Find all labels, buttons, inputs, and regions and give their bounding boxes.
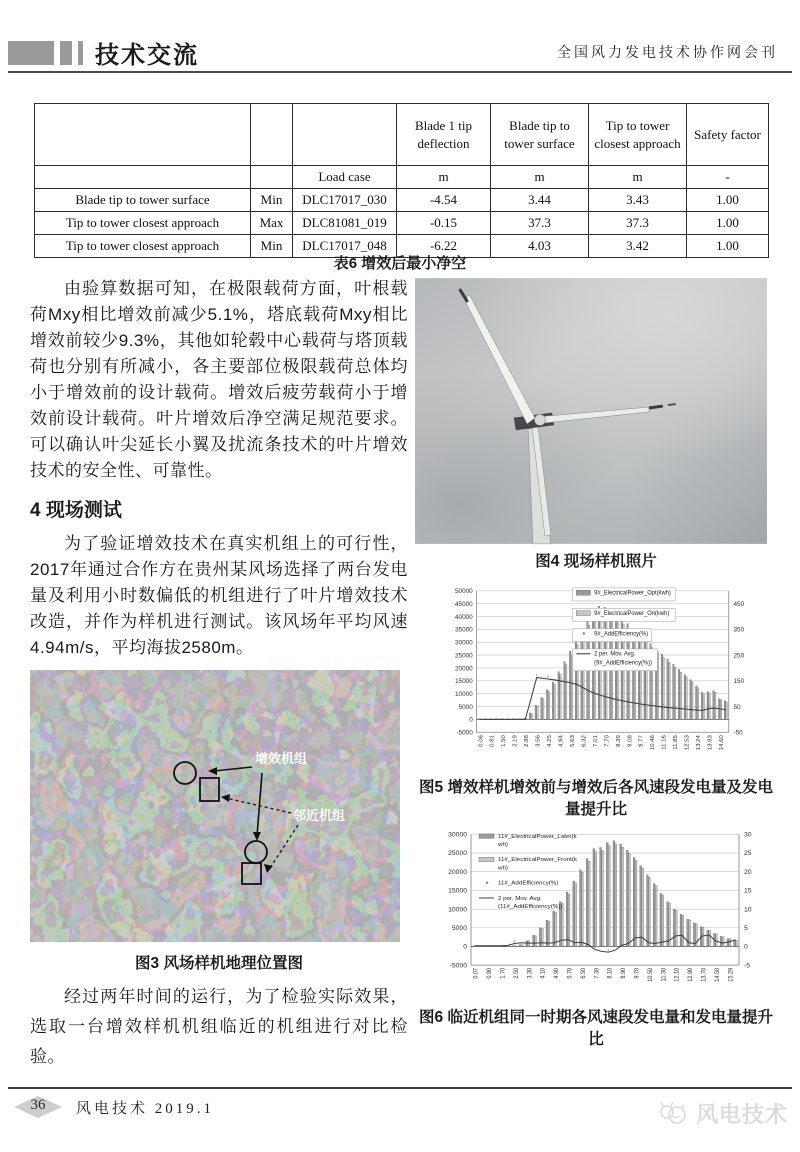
svg-text:9.08: 9.08 [627,735,634,747]
journal-name: 全国风力发电技术协作网会刊 [557,46,778,61]
svg-text:30: 30 [744,831,752,839]
svg-text:2.88: 2.88 [524,735,531,747]
svg-text:9.77: 9.77 [638,735,645,747]
svg-text:15000: 15000 [454,678,473,686]
table-cell [35,166,251,189]
svg-text:-5000: -5000 [449,962,467,970]
svg-text:13.93: 13.93 [707,735,714,751]
table-cell: 37.3 [491,212,589,235]
table6 [34,103,769,258]
watermark [657,1098,788,1129]
svg-text:12.53: 12.53 [684,735,691,751]
sky-shadow [415,278,767,544]
right-column [415,277,777,1051]
svg-text:5: 5 [744,925,748,932]
svg-text:15.29: 15.29 [728,967,735,982]
svg-text:1.70: 1.70 [500,967,507,979]
svg-text:11#_AddEfficiency(%): 11#_AddEfficiency(%) [498,880,559,887]
svg-text:8.10: 8.10 [607,967,614,979]
table-cell: Blade tip to tower surface [35,189,251,212]
svg-text:3.30: 3.30 [527,967,534,979]
map-terrain-texture [30,670,400,942]
fig5-caption: 图5 增效样机增效前与增效后各风速段发电量及发电量提升比 [419,779,773,818]
svg-text:(11#_AddEfficiency(%)): (11#_AddEfficiency(%)) [498,904,563,910]
svg-text:50: 50 [733,703,741,711]
svg-text:0: 0 [744,943,748,951]
table-cell [293,104,397,166]
table-cell: 1.00 [687,189,769,212]
svg-text:7.30: 7.30 [594,967,601,979]
fig4-photo [415,277,767,545]
table-header-row [35,104,769,166]
table-cell: 1.00 [687,212,769,235]
svg-text:35000: 35000 [454,626,473,634]
svg-text:8.39: 8.39 [615,735,622,747]
table-cell: m [589,166,687,189]
svg-text:8.90: 8.90 [620,967,628,979]
svg-text:0.06: 0.06 [478,735,485,747]
svg-text:40000: 40000 [454,613,473,621]
svg-text:12.90: 12.90 [687,967,695,982]
svg-text:(9#_AddEfficiency(%)): (9#_AddEfficiency(%)) [594,660,652,667]
fig4-caption: 图4 现场样机照片 [535,553,657,570]
svg-text:10000: 10000 [454,690,473,699]
table-unit-row [35,166,769,189]
paragraph: 经过两年时间的运行，为了检验实际效果，选取一台增效样机机组临近的机组进行对比检验。 [30,987,408,1066]
table-cell: -4.54 [397,189,491,212]
svg-text:4.10: 4.10 [540,967,547,979]
svg-text:0.81: 0.81 [489,735,496,747]
table-cell: 3.42 [589,235,687,258]
watermark-text: 风电技术 [695,1102,788,1127]
map-label-adjacent-unit: 邻近机组 [293,808,346,823]
svg-text:5000: 5000 [458,703,473,711]
fig3-caption: 图3 风场样机地理位置图 [135,955,303,972]
svg-text:2 per. Mov. Avg.: 2 per. Mov. Avg. [498,895,542,902]
turbine-hub [534,414,545,425]
svg-text:11.30: 11.30 [661,967,668,982]
page-header [8,33,792,69]
svg-text:25000: 25000 [454,652,473,660]
table-cell: Min [251,235,293,258]
svg-text:10.50: 10.50 [647,967,655,982]
section-label: 技术交流 [95,42,199,69]
svg-text:3.56: 3.56 [535,735,542,747]
svg-text:11#_ElectricalPower_Later(k: 11#_ElectricalPower_Later(k [498,834,577,840]
svg-text:0: 0 [463,943,467,951]
header-block-icon [78,41,83,65]
svg-text:9#_AddEfficiency(%): 9#_AddEfficiency(%) [594,631,649,638]
svg-text:4.90: 4.90 [553,967,561,979]
page-footer [14,1096,214,1118]
svg-text:5000: 5000 [451,925,467,932]
table-cell: - [687,166,769,189]
table-cell: Tip to tower closest approach [35,235,251,258]
svg-text:9#_ElectricalPower_Opt(kwh): 9#_ElectricalPower_Opt(kwh) [594,590,671,597]
table-cell: Blade tip to tower surface [491,104,589,166]
svg-text:0: 0 [469,716,473,724]
page-number: 36 [30,1097,46,1113]
svg-text:30000: 30000 [448,831,467,839]
svg-text:30000: 30000 [454,639,473,647]
header-block-icon [60,41,72,65]
paragraph: 为了验证增效技术在真实机组上的可行性，2017年通过合作方在贵州某风场选择了两台发电量及利用小时数偏低的机组进行了叶片增效技术改造，并作为样机进行测试。该风场年平均风速4.94m/s，平均海拔2580m。 [30,534,408,657]
table-cell: DLC81081_019 [293,212,397,235]
svg-text:10.46: 10.46 [650,735,657,751]
svg-text:2.19: 2.19 [512,735,519,747]
table-row [35,189,769,212]
paragraph: 由验算数据可知，在极限载荷方面，叶根载荷Mxy相比增效前减少5.1%，塔底载荷Mxy相比增效前较少9.3%，其他如轮毂中心载荷与塔顶载荷也分别有所减小，各主要部位极限载荷总体均小于增效前的设计载荷。增效后疲劳载荷小于增效前设计载荷。叶片增效后净空满足规范要求。可以确认叶尖延长小翼及扰流条技术的叶片增效技术的安全性、可靠性。 [30,279,408,480]
table-cell: 1.00 [687,235,769,258]
blade-tip-mark [668,404,676,405]
page-number-badge [14,1096,62,1118]
svg-text:150: 150 [733,678,745,686]
svg-text:9.70: 9.70 [634,967,641,979]
svg-text:20000: 20000 [454,665,473,673]
fig6-chart [429,829,769,1001]
table-cell [251,166,293,189]
blade-tip-mark [649,406,663,408]
svg-text:7.70: 7.70 [604,735,611,747]
table-cell: 3.43 [589,189,687,212]
footer-journal: 风电技术 2019.1 [76,1100,215,1117]
svg-text:13.24: 13.24 [696,735,703,751]
svg-text:45000: 45000 [454,600,473,609]
svg-text:7.01: 7.01 [592,735,599,747]
svg-text:-5: -5 [744,962,751,970]
svg-text:wh): wh) [498,842,508,848]
svg-text:250: 250 [733,652,745,660]
svg-text:2.50: 2.50 [513,967,521,979]
table-cell: Tip to tower closest approach [35,212,251,235]
table-cell: DLC17017_048 [293,235,397,258]
table-cell: m [397,166,491,189]
table-cell: Safety factor [687,104,769,166]
svg-text:1.50: 1.50 [501,735,508,747]
svg-text:6.50: 6.50 [580,967,588,979]
table-cell: -0.15 [397,212,491,235]
svg-text:4.94: 4.94 [558,735,565,747]
svg-text:12.10: 12.10 [674,967,681,982]
svg-text:-5000: -5000 [456,729,473,737]
svg-text:25: 25 [744,850,752,858]
map-label-enhanced-unit: 增效机组 [255,751,308,766]
svg-text:4.25: 4.25 [547,735,554,747]
header-rule [8,71,792,73]
table-cell [251,104,293,166]
svg-text:2 per. Mov. Avg.: 2 per. Mov. Avg. [594,651,636,658]
svg-text:15000: 15000 [448,887,467,895]
header-left [8,35,199,70]
table-cell: m [491,166,589,189]
svg-text:20000: 20000 [448,869,467,876]
svg-text:10000: 10000 [448,906,467,914]
left-column [30,276,408,1072]
svg-text:-50: -50 [733,729,743,737]
svg-text:9#_ElectricalPower_Ori(kwh): 9#_ElectricalPower_Ori(kwh) [594,610,670,618]
table-cell: Blade 1 tip deflection [397,104,491,166]
footer-rule [8,1087,792,1089]
section-heading: 4 现场测试 [30,500,122,521]
svg-text:5.70: 5.70 [567,967,574,979]
svg-text:6.32: 6.32 [581,735,588,747]
wechat-logo-icon [657,1099,691,1129]
svg-text:14.60: 14.60 [719,735,725,751]
svg-text:20: 20 [744,869,752,876]
table-cell: 4.03 [491,235,589,258]
svg-text:10: 10 [744,906,752,914]
svg-text:13.70: 13.70 [701,967,708,982]
fig5-chart [437,585,757,771]
svg-text:11.16: 11.16 [661,735,668,750]
svg-text:450: 450 [733,600,745,609]
svg-text:14.50: 14.50 [714,967,722,982]
fig6-caption: 图6 临近机组同一时期各风速段发电量和发电量提升比 [419,1009,773,1048]
table6-caption: 表6 增效后最小净空 [333,255,467,272]
table-cell: 3.44 [491,189,589,212]
table-cell: Min [251,189,293,212]
svg-text:5.63: 5.63 [569,735,576,747]
svg-text:11.85: 11.85 [673,735,680,750]
svg-text:11#_ElectricalPower_Front(k: 11#_ElectricalPower_Front(k [498,857,578,864]
svg-text:0.90: 0.90 [486,967,494,979]
table-cell [35,104,251,166]
svg-text:15: 15 [744,887,752,895]
table-cell: Max [251,212,293,235]
table-cell: Load case [293,166,397,189]
svg-text:0.07: 0.07 [473,967,480,979]
fig3-map-image [30,670,400,942]
header-block-icon [8,41,54,65]
table-cell: Tip to tower closest approach [589,104,687,166]
table-row [35,212,769,235]
table-cell: DLC17017_030 [293,189,397,212]
table-cell: -6.22 [397,235,491,258]
svg-text:50000: 50000 [454,588,473,596]
svg-text:25000: 25000 [448,850,467,858]
svg-text:350: 350 [733,626,745,634]
svg-text:wh): wh) [498,865,508,872]
table-cell: 37.3 [589,212,687,235]
